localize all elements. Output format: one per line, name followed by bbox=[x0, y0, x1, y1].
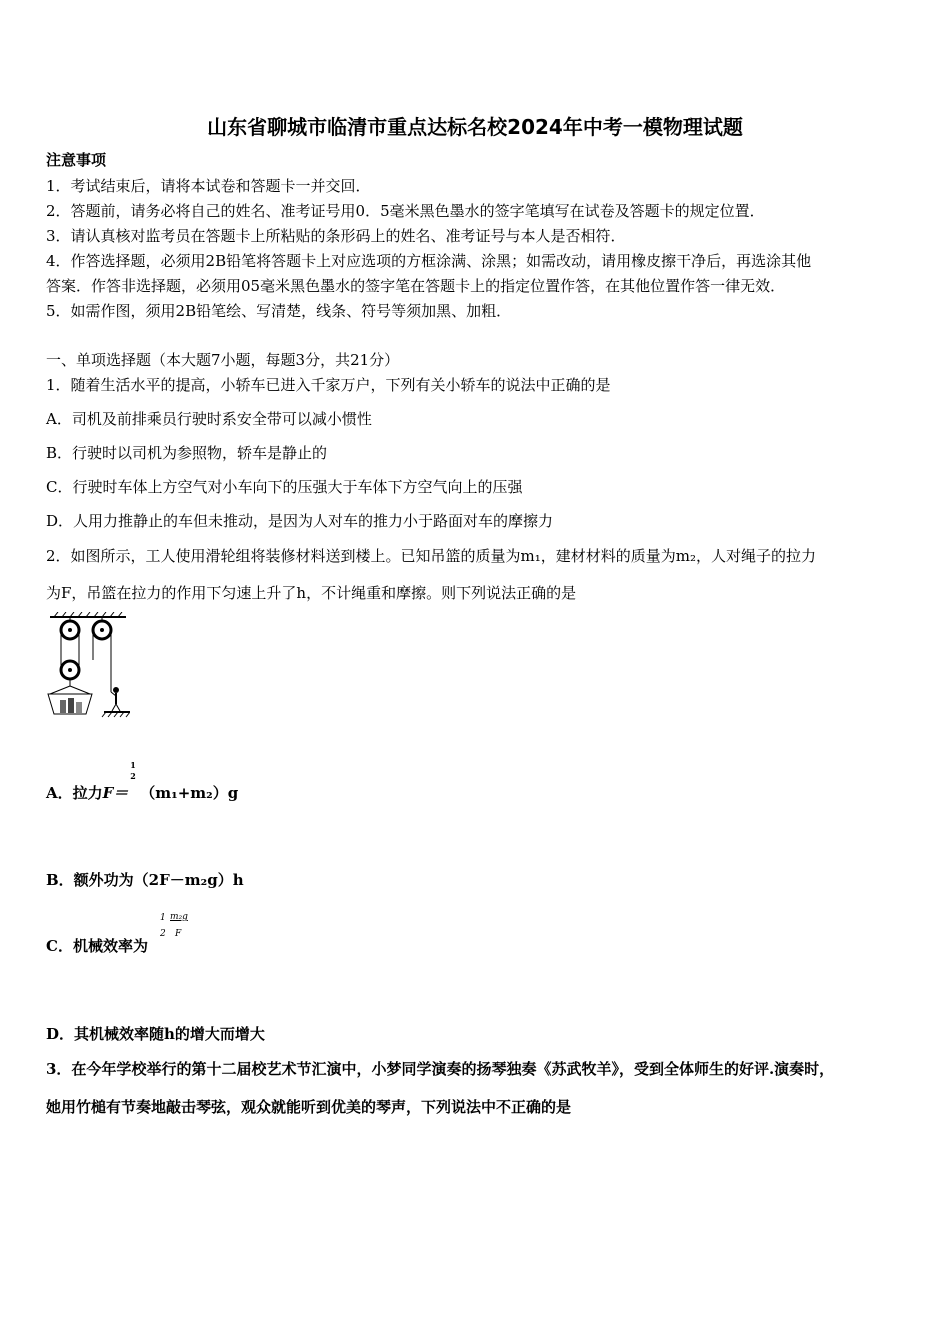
question-2-option-a bbox=[46, 760, 239, 803]
fraction-half bbox=[128, 761, 140, 781]
question-3-line1: 3．在今年学校举行的第十二届校艺术节汇演中，小梦同学演奏的扬琴独奏《苏武牧羊》，受到全体师生的好评.演奏时， bbox=[46, 1060, 835, 1078]
question-2-option-d: D．其机械效率随h的增大而增大 bbox=[46, 1025, 265, 1043]
question-1-option-d: D．人用力推静止的车但未推动，是因为人对车的推力小于路面对车的摩擦力 bbox=[46, 512, 554, 530]
notice-item: 2．答题前，请务必将自己的姓名、准考证号用0．5毫米黑色墨水的签字笔填写在试卷及答题卡的规定位置． bbox=[46, 202, 765, 220]
page-title: 山东省聊城市临清市重点达标名校2024年中考一模物理试题 bbox=[207, 115, 743, 139]
frac-c-d: F bbox=[175, 929, 182, 939]
notice-item: 1．考试结束后，请将本试卷和答题卡一并交回． bbox=[46, 177, 371, 195]
pulley-diagram bbox=[44, 612, 130, 720]
option-a-f: F＝ bbox=[102, 784, 129, 802]
option-a-prefix: A．拉力 bbox=[46, 784, 103, 802]
question-3-line2: 她用竹槌有节奏地敲击琴弦，观众就能听到优美的琴声，下列说法中不正确的是 bbox=[46, 1098, 572, 1116]
question-2-stem-line1: 2．如图所示，工人使用滑轮组将装修材料送到楼上。已知吊篮的质量为m₁，建材材料的质量为m₂，人对绳子的拉力 bbox=[46, 547, 817, 565]
notice-heading: 注意事项 bbox=[46, 151, 107, 169]
fraction-numerator: 1 bbox=[130, 760, 136, 770]
question-1-stem: 1．随着生活水平的提高，小轿车已进入千家万户，下列有关小轿车的说法中正确的是 bbox=[46, 376, 611, 394]
notice-item: 5．如需作图，须用2B铅笔绘、写清楚，线条、符号等须加黑、加粗． bbox=[46, 302, 512, 320]
notice-item: 3．请认真核对监考员在答题卡上所粘贴的条形码上的姓名、准考证号与本人是否相符． bbox=[46, 227, 626, 245]
fraction-denominator: 2 bbox=[130, 771, 136, 781]
frac-c-a: 1 bbox=[160, 913, 166, 923]
question-1-option-c: C．行驶时车体上方空气对小车向下的压强大于车体下方空气向上的压强 bbox=[46, 478, 523, 496]
question-2-stem-line2: 为F，吊篮在拉力的作用下匀速上升了h，不计绳重和摩擦。则下列说法正确的是 bbox=[46, 584, 577, 602]
question-1-option-a: A．司机及前排乘员行驶时系安全带可以减小惯性 bbox=[46, 410, 372, 428]
question-1-option-b: B．行驶时以司机为参照物，轿车是静止的 bbox=[46, 444, 328, 462]
question-2-option-c: C．机械效率为 bbox=[46, 937, 148, 955]
notice-item: 答案．作答非选择题，必须用05毫米黑色墨水的签字笔在答题卡上的指定位置作答，在其他位置作答一律无效． bbox=[46, 277, 786, 295]
section-heading: 一、单项选择题（本大题7小题，每题3分，共21分） bbox=[46, 351, 400, 369]
notice-item: 4．作答选择题，必须用2B铅笔将答题卡上对应选项的方框涂满、涂黑；如需改动，请用橡皮擦干净后，再选涂其他 bbox=[46, 252, 812, 270]
option-a-suffix: （m₁+m₂）g bbox=[140, 784, 239, 802]
frac-c-b: 2 bbox=[160, 929, 166, 939]
question-2-option-b: B．额外功为（2F－m₂g）h bbox=[46, 871, 244, 889]
frac-c-c: m₂g bbox=[170, 912, 188, 922]
